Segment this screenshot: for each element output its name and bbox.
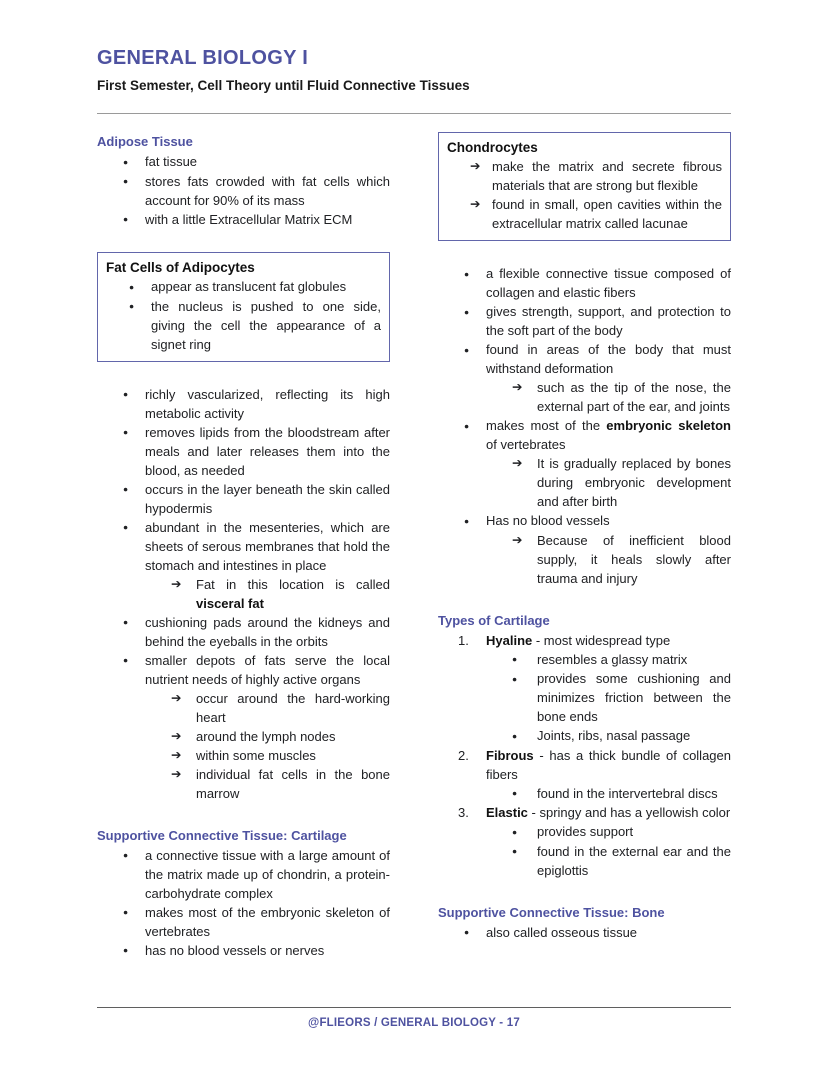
list-item (97, 575, 390, 613)
bullet-icon: ● (123, 214, 129, 224)
list-item-text: a flexible connective tissue composed of collagen and elastic fibers (486, 266, 731, 300)
list-item-text: abundant in the mesenteries, which are sheets of serous membranes that hold the stomach and intestines in place (145, 519, 390, 573)
bullet-icon: ● (129, 281, 135, 292)
list-item (438, 784, 731, 804)
section (438, 264, 731, 588)
arrow-bullet-icon: ➔ (171, 728, 182, 743)
list-item-text: Fibrous - has a thick bundle of collagen fibers (486, 747, 731, 782)
list-item-text: make the matrix and secrete fibrous materials that are strong but flexible (492, 159, 722, 193)
list-item (438, 264, 731, 302)
list-item (106, 277, 381, 297)
list-item (97, 518, 390, 575)
list-item-text: found in the intervertebral discs (537, 785, 718, 801)
list-item (438, 803, 731, 822)
list-item (438, 746, 731, 784)
list-item (438, 511, 731, 531)
section (97, 826, 390, 961)
list-item-text: Joints, ribs, nasal passage (537, 728, 691, 743)
list-item-text: a connective tissue with a large amount of the matrix made up of chondrin, a protein-carbohydrate complex (145, 847, 390, 901)
list-item-text: found in small, open cavities within the extracellular matrix called lacunae (492, 197, 722, 231)
list-item-text: fat tissue (145, 154, 198, 169)
list-item-text: Has no blood vessels (486, 513, 610, 528)
bullet-icon: ● (512, 846, 518, 856)
list-item-text: stores fats crowded with fat cells which account for 90% of its mass (145, 173, 390, 208)
list-item-text: individual fat cells in the bone marrow (196, 766, 390, 801)
list-item (97, 746, 390, 765)
list-item (97, 152, 390, 172)
section (438, 611, 731, 880)
bullet-icon: ● (129, 301, 135, 311)
boxed-section (97, 252, 390, 362)
list-item (97, 172, 390, 210)
list-item-text: cushioning pads around the kidneys and behind the eyeballs in the orbits (145, 614, 390, 649)
bullet-icon: ● (123, 850, 129, 860)
bullet-icon: ● (464, 927, 470, 937)
box-heading: Chondrocytes (447, 140, 538, 155)
header-divider (97, 113, 731, 114)
list-item-text: makes most of the embryonic skeleton of vertebrates (486, 418, 731, 452)
list-item (97, 689, 390, 727)
list-item-text: Hyaline - most widespread type (486, 632, 671, 648)
bullet-icon: ● (123, 389, 129, 399)
list-item-text: provides support (537, 824, 634, 839)
list-item (438, 454, 731, 511)
bullet-icon: ● (123, 945, 129, 955)
list-item-text: occurs in the layer beneath the skin called hypodermis (145, 481, 390, 516)
arrow-bullet-icon: ➔ (171, 747, 182, 762)
arrow-bullet-icon: ➔ (470, 197, 481, 211)
list-item-text: occur around the hard-working heart (196, 690, 390, 725)
bullet-icon: ● (464, 268, 470, 279)
list-item-text: the nucleus is pushed to one side, giving the cell the appearance of a signet ring (151, 298, 381, 352)
list-item (438, 726, 731, 746)
list-item-text: has no blood vessels or nerves (145, 942, 325, 958)
bullet-icon: ● (123, 484, 129, 494)
list-item-text: appear as translucent fat globules (151, 279, 347, 294)
bullet-icon: ● (512, 826, 518, 837)
list-item (97, 651, 390, 689)
list-item (438, 416, 731, 454)
list-item (438, 531, 731, 588)
section-heading: Types of Cartilage (438, 612, 550, 628)
arrow-bullet-icon: ➔ (512, 456, 523, 470)
list-item (106, 297, 381, 354)
list-item-text: gives strength, support, and protection to the soft part of the body (486, 304, 731, 338)
section (438, 903, 731, 943)
bullet-icon: ● (123, 156, 129, 167)
list-item (438, 378, 731, 416)
bullet-icon: ● (464, 306, 470, 317)
list-item (97, 765, 390, 803)
list-item-text: also called osseous tissue (486, 924, 638, 940)
list-item-text: smaller depots of fats serve the local nutrient needs of highly active organs (145, 652, 390, 687)
bullet-icon: ● (512, 788, 518, 798)
page-title: GENERAL BIOLOGY I (97, 47, 309, 69)
list-item-text: found in the external ear and the epiglottis (537, 843, 731, 878)
list-item (438, 822, 731, 842)
list-item (438, 842, 731, 880)
arrow-bullet-icon: ➔ (171, 690, 182, 705)
arrow-bullet-icon: ➔ (171, 576, 182, 591)
box-heading: Fat Cells of Adipocytes (106, 260, 255, 275)
page-footer (97, 1007, 731, 1071)
list-item-text: makes most of the embryonic skeleton of vertebrates (145, 904, 390, 939)
bullet-icon: ● (123, 522, 129, 532)
bullet-icon: ● (464, 515, 470, 526)
arrow-bullet-icon: ➔ (470, 159, 481, 173)
bullet-icon: ● (512, 673, 518, 684)
bullet-icon: ● (123, 655, 129, 665)
bullet-icon: ● (464, 344, 470, 355)
two-column-body (97, 132, 731, 960)
bullet-icon: ● (123, 427, 129, 437)
list-item-text: with a little Extracellular Matrix ECM (145, 211, 353, 227)
list-item (97, 480, 390, 518)
section-heading: Supportive Connective Tissue: Cartilage (97, 827, 347, 843)
number-marker: 1. (458, 632, 469, 648)
list-item (97, 210, 390, 230)
list-item-text: found in areas of the body that must withstand deformation (486, 342, 731, 376)
list-item-text: Fat in this location is called visceral fat (196, 576, 390, 611)
list-item (438, 340, 731, 378)
list-item (97, 613, 390, 651)
page-subtitle: First Semester, Cell Theory until Fluid Connective Tissues (97, 78, 470, 93)
number-marker: 3. (458, 805, 469, 820)
list-item-text: provides some cushioning and minimizes friction between the bone ends (537, 671, 731, 724)
section-heading: Adipose Tissue (97, 134, 193, 149)
bullet-icon: ● (123, 176, 129, 186)
section-heading: Supportive Connective Tissue: Bone (438, 904, 665, 920)
bullet-icon: ● (512, 730, 518, 741)
list-item (438, 650, 731, 670)
section (97, 385, 390, 803)
left-column (97, 132, 390, 960)
bullet-icon: ● (123, 907, 129, 917)
list-item (97, 903, 390, 941)
arrow-bullet-icon: ➔ (171, 766, 182, 781)
list-item-text: removes lipids from the bloodstream after meals and later releases them into the blood, as needed (145, 424, 390, 478)
list-item-text: richly vascularized, reflecting its high metabolic activity (145, 386, 390, 421)
footer-text: @FLIEORS / GENERAL BIOLOGY - 17 (308, 1017, 520, 1029)
bullet-icon: ● (464, 420, 470, 431)
list-item (97, 385, 390, 423)
list-item (97, 941, 390, 961)
section (97, 132, 390, 229)
list-item (438, 631, 731, 650)
list-item-text: within some muscles (196, 747, 316, 763)
list-item (438, 302, 731, 340)
bullet-icon: ● (512, 654, 518, 664)
list-item (447, 157, 722, 195)
list-item-text: It is gradually replaced by bones during embryonic development and after birth (537, 456, 731, 509)
list-item (97, 727, 390, 746)
right-column (438, 132, 731, 960)
boxed-section (438, 132, 731, 241)
arrow-bullet-icon: ➔ (512, 532, 523, 547)
bullet-icon: ● (123, 617, 129, 627)
list-item-text: Elastic - springy and has a yellowish color (486, 805, 731, 820)
list-item (447, 195, 722, 233)
number-marker: 2. (458, 747, 469, 763)
list-item (97, 423, 390, 480)
list-item-text: such as the tip of the nose, the external part of the ear, and joints (537, 380, 731, 414)
list-item (438, 669, 731, 726)
list-item-text: around the lymph nodes (196, 728, 336, 744)
list-item (438, 923, 731, 943)
footer-divider (97, 1007, 731, 1008)
list-item-text: resembles a glassy matrix (537, 651, 688, 667)
list-item-text: Because of inefficient blood supply, it heals slowly after trauma and injury (537, 532, 731, 586)
arrow-bullet-icon: ➔ (512, 380, 523, 394)
list-item (97, 846, 390, 903)
